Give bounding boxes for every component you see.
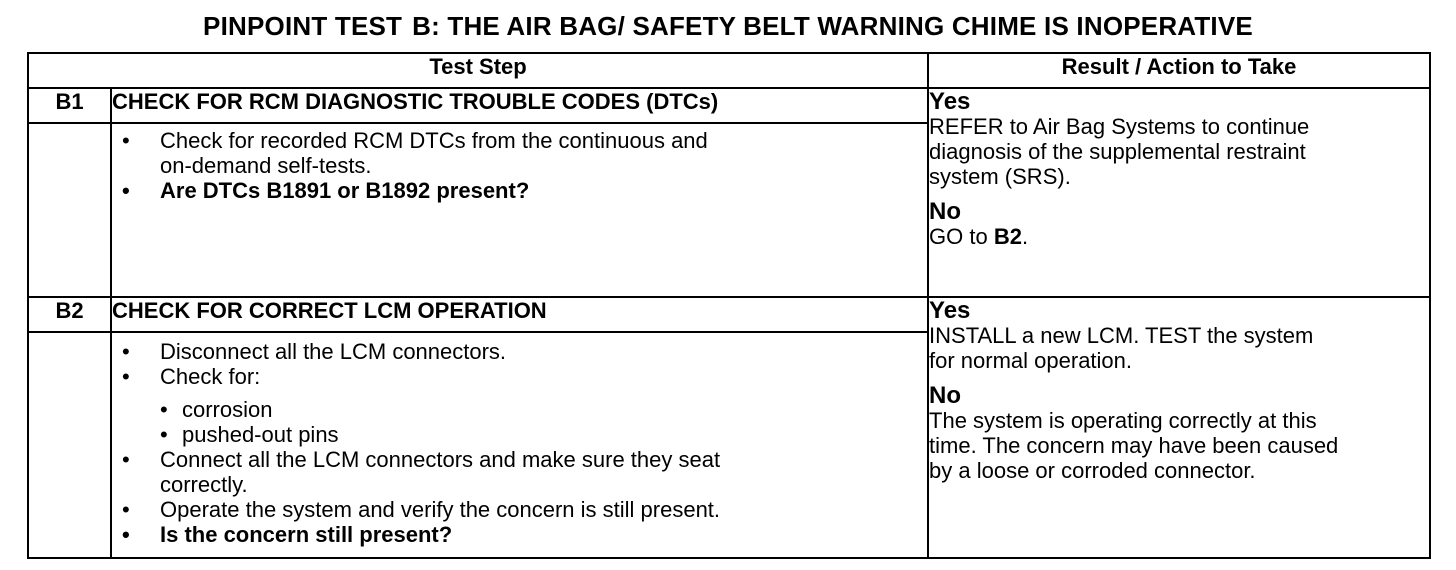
sub-list-item: • pushed-out pins	[160, 422, 339, 447]
step-b2-body	[111, 332, 928, 558]
result-yes-text-b1	[929, 114, 1429, 189]
bullet-line: correctly.	[160, 472, 248, 497]
step-b1-body	[111, 123, 928, 297]
bullet-line: Are DTCs B1891 or B1892 present?	[160, 178, 530, 203]
bullet-line: Is the concern still present?	[160, 522, 453, 547]
result-no-line: time. The concern may have been caused	[929, 433, 1339, 458]
step-b2-blank-cell	[28, 332, 111, 558]
list-item: • Are DTCs B1891 or B1892 present?	[112, 178, 927, 203]
list-item: • Disconnect all the LCM connectors.	[112, 339, 927, 364]
step-b2-heading-row	[28, 297, 1430, 332]
result-cell-b1	[928, 88, 1430, 297]
list-item: • Check for recorded RCM DTCs from the continuous and on-demand self-tests.	[112, 128, 927, 178]
bullet-line: Check for recorded RCM DTCs from the continuous and	[160, 128, 708, 153]
step-heading-b1: CHECK FOR RCM DIAGNOSTIC TROUBLE CODES (DTCs)	[111, 88, 928, 123]
list-item: • Is the concern still present?	[112, 522, 927, 547]
result-yes-line: diagnosis of the supplemental restraint	[929, 139, 1306, 164]
result-yes-line: REFER to Air Bag Systems to continue	[929, 114, 1310, 139]
header-test-step: Test Step	[28, 53, 928, 88]
step-id-b1: B1	[28, 88, 111, 123]
bullet-line: Operate the system and verify the concern is still present.	[160, 497, 721, 522]
title-prefix: PINPOINT TEST	[203, 11, 403, 41]
result-no-line: The system is operating correctly at this	[929, 408, 1317, 433]
result-yes-label-b2: Yes	[929, 297, 971, 324]
list-item: • Check for: • corrosion • pushed-out pins	[112, 364, 927, 447]
list-item: • Connect all the LCM connectors and make sure they seat correctly.	[112, 447, 927, 497]
header-result-action: Result / Action to Take	[928, 53, 1430, 88]
result-no-label-b1: No	[929, 198, 962, 225]
step-b1-blank-cell	[28, 123, 111, 297]
step-id-b2: B2	[28, 297, 111, 332]
result-yes-line: INSTALL a new LCM. TEST the system	[929, 323, 1314, 348]
result-no-ref: B2	[993, 224, 1022, 249]
sub-bullets	[160, 397, 927, 447]
bullet-line: Disconnect all the LCM connectors.	[160, 339, 507, 364]
result-no-prefix: GO to	[929, 224, 988, 249]
result-no-label-b2: No	[929, 382, 962, 409]
header-row	[28, 53, 1430, 88]
page-title	[0, 10, 1456, 42]
list-item: • Operate the system and verify the concern is still present.	[112, 497, 927, 522]
result-yes-text-b2	[929, 323, 1429, 373]
result-yes-line: for normal operation.	[929, 348, 1133, 373]
step-b1-heading-row	[28, 88, 1430, 123]
step-b1-bullets	[112, 128, 927, 203]
bullet-line: Check for:	[160, 364, 261, 389]
title-main: B: THE AIR BAG/ SAFETY BELT WARNING CHIME IS INOPERATIVE	[412, 11, 1253, 41]
bullet-line: Connect all the LCM connectors and make sure they seat	[160, 447, 721, 472]
result-no-text-b2	[929, 408, 1429, 483]
result-no-suffix: .	[1021, 224, 1029, 249]
bullet-line: on-demand self-tests.	[160, 153, 372, 178]
sub-list-item: • corrosion	[160, 397, 273, 422]
result-no-text-b1	[929, 224, 1429, 249]
result-yes-line: system (SRS).	[929, 164, 1071, 189]
step-heading-b2: CHECK FOR CORRECT LCM OPERATION	[111, 297, 928, 332]
result-yes-label-b1: Yes	[929, 88, 971, 115]
step-b2-bullets	[112, 339, 927, 547]
result-cell-b2	[928, 297, 1430, 558]
result-no-line: by a loose or corroded connector.	[929, 458, 1256, 483]
pinpoint-test-table	[27, 52, 1431, 559]
